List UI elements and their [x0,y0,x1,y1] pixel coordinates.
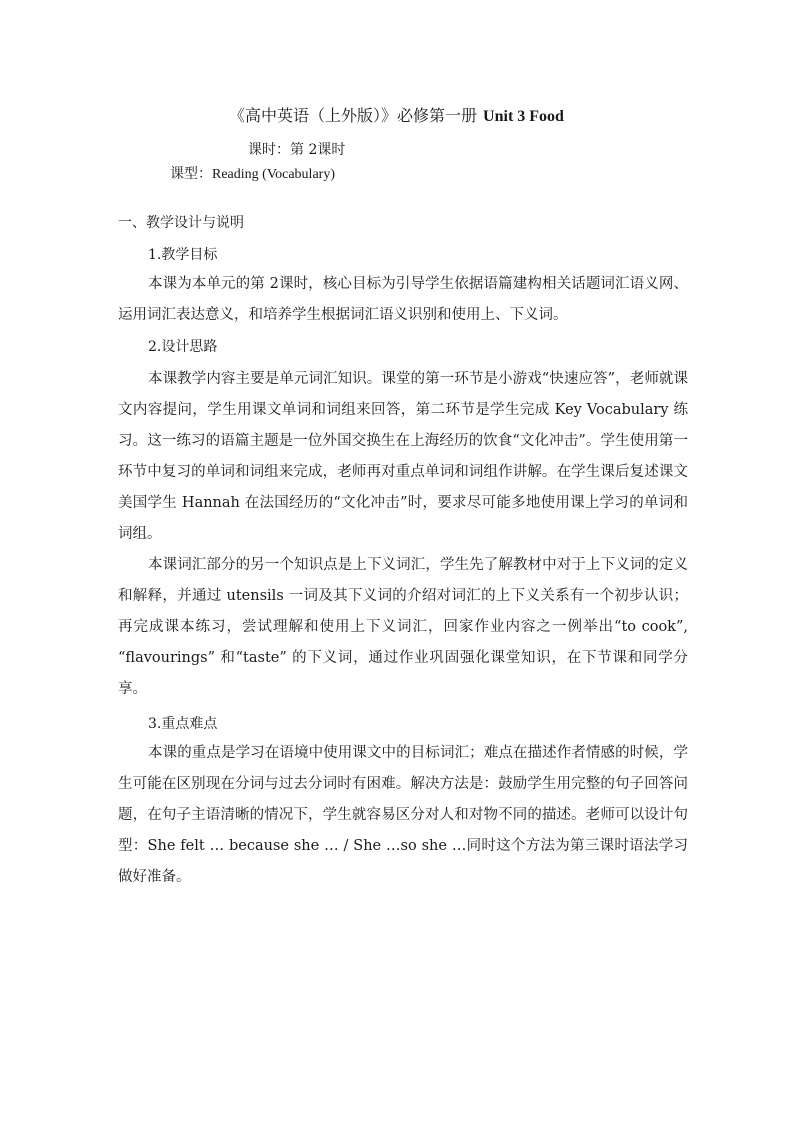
subsection-heading-design: 2.设计思路 [148,339,218,355]
unit-title: Unit 3 Food [483,108,564,125]
document-title [0,104,793,129]
paragraph-design-1: 本课教学内容主要是单元词汇知识。课堂的第一环节是小游戏“快速应答”，老师就课文内容提问，学生用课文单词和词组来回答，第二环节是学生完成 Key Vocabulary 练习。这一练习的语篇主题是一位外国交换生在上海经历的饮食“文化冲击”。学生使用第一环节中复习的单词和词组来完成，老师再对重点单词和词组作讲解。在学生课后复述课文美国学生 Hannah 在法国经历的“文化冲击”时，要求尽可能多地使用课上学习的单词和词组。 [118,371,688,542]
section-heading: 一、教学设计与说明 [118,215,244,231]
paragraph-design-2: 本课词汇部分的另一个知识点是上下义词汇，学生先了解教材中对于上下义词的定义和解释，并通过 utensils 一词及其下义词的介绍对词汇的上下义关系有一个初步认识；再完成课本练习，尝试理解和使用上下义词汇，回家作业内容之一例举出“to cook”, “flavourings” 和“taste” 的下义词，通过作业巩固强化课堂知识，在下节课和同学分享。 [118,557,688,697]
title-text: 《高中英语（上外版）》必修第一册 [229,106,478,125]
lesson-type [170,164,335,185]
subsection-heading-key-points: 3.重点难点 [148,716,218,732]
lesson-type-value: Reading (Vocabulary) [212,167,335,182]
paragraph-objectives: 本课为本单元的第 2课时，核心目标为引导学生依据语篇建构相关话题词汇语义网、运用词汇表达意义，和培养学生根据词汇语义识别和使用上、下义词。 [118,276,688,323]
lesson-type-label: 课型： [170,166,212,182]
paragraph-key-points: 本课的重点是学习在语境中使用课文中的目标词汇；难点在描述作者情感的时候，学生可能在区别现在分词与过去分词时有困难。解决方法是：鼓励学生用完整的句子回答问题，在句子主语清晰的情况下，学生就容易区分对人和对物不同的描述。老师可以设计句型：She felt … because she … / She …so she …同时这个方法为第三课时语法学习做好准备。 [118,745,688,885]
lesson-time: 课时：第 2课时 [248,142,346,158]
subsection-heading-objectives: 1.教学目标 [148,247,218,263]
